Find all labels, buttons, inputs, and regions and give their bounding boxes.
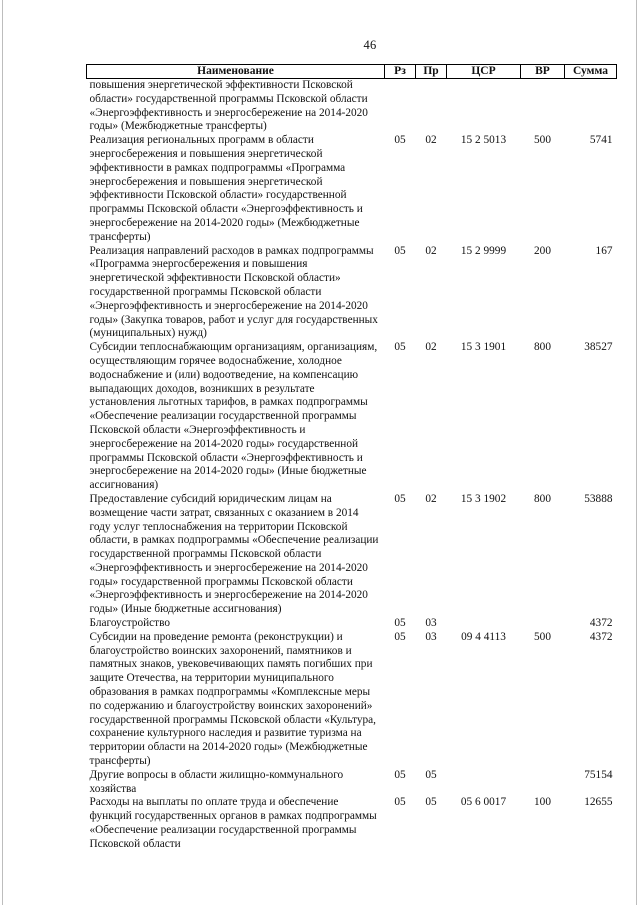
row-pr: 03 [425, 630, 437, 643]
row-csr: 15 2 9999 [460, 244, 507, 257]
row-sum: 53888 [584, 492, 613, 505]
header-pr: Пр [416, 65, 447, 79]
page-number: 46 [363, 38, 377, 52]
row-rz: 05 [394, 796, 406, 809]
table-row [87, 134, 617, 244]
row-pr: 02 [425, 341, 437, 354]
row-name: Субсидии теплоснабжающим организациям, организациям, осуществляющим горячее водоснабжение, холодное водоснабжение и (или) водоотведение, на компенсацию выпадающих доходов, возникших в результате установления льготных тарифов, в рамках подпрограммы «Обеспечение реализации государственной программы Псковской области «Энергоэффективность и энергосбережение на 2014-2020 годы» государственной программы Псковской области «Энергоэффективность и энергосбережение на 2014-2020 годы» (Иные бюджетные ассигнования) [89, 341, 378, 492]
row-pr: 02 [425, 492, 437, 505]
row-vr [521, 617, 565, 631]
table-row [87, 341, 617, 493]
row-vr: 500 [534, 134, 551, 147]
header-name: Наименование [87, 65, 385, 79]
row-name: Другие вопросы в области жилищно-коммунального хозяйства [89, 768, 344, 795]
table-row [87, 796, 617, 851]
row-sum: 38527 [584, 341, 613, 354]
table-row [87, 493, 617, 617]
table-body [87, 79, 617, 852]
row-name: Субсидии на проведение ремонта (реконструкции) и благоустройство воинских захоронений, памятников и памятных знаков, увековечивающих память погибших при защите Отечества, на территории муниципального образования в рамках подпрограммы «Комплексные меры по содержанию и благоустройству воинских захоронений» государственной программы Псковской области «Культура, сохранение культурного наследия и развитие туризма на территории области на 2014-2020 годы» (Межбюджетные трансферты) [89, 630, 376, 768]
row-csr: 15 2 5013 [460, 134, 507, 147]
row-name: Благоустройство [89, 617, 170, 630]
row-sum [565, 79, 617, 135]
row-rz: 05 [394, 768, 406, 781]
table-row [87, 769, 617, 797]
row-pr: 03 [425, 617, 437, 630]
row-vr: 200 [534, 244, 551, 257]
table-row [87, 79, 617, 135]
row-rz: 05 [394, 244, 406, 257]
row-pr: 02 [425, 244, 437, 257]
header-csr: ЦСР [447, 65, 521, 79]
row-sum: 5741 [589, 134, 613, 147]
row-rz: 05 [394, 134, 406, 147]
row-pr [416, 79, 447, 135]
row-vr: 100 [534, 796, 551, 809]
row-vr: 800 [534, 341, 551, 354]
row-sum: 75154 [584, 768, 613, 781]
row-name: Реализация направлений расходов в рамках подпрограммы «Программа энергосбережения и повышения энергетической эффективности Псковской области» государственной программы Псковской области «Энергоэффективность и энергосбережение на 2014-2020 годы» (Закупка товаров, работ и услуг для государственных (муниципальных) нужд) [89, 244, 378, 340]
row-vr: 500 [534, 630, 551, 643]
row-rz: 05 [394, 630, 406, 643]
row-name: Расходы на выплаты по оплате труда и обеспечение функций государственных органов в рамках подпрограммы «Обеспечение реализации государственной программы Псковской области [89, 796, 377, 850]
budget-table [86, 64, 617, 852]
row-sum: 167 [595, 244, 613, 257]
row-name: Предоставление субсидий юридическим лицам на возмещение части затрат, связанных с оказанием в 2014 году услуг теплоснабжения на территории Псковской области, в рамках подпрограммы «Обеспечение реализации государственной программы Псковской области «Энергоэффективность и энергосбережение на 2014-2020 годы» государственной программы Псковской области «Энергоэффективность и энергосбережение на 2014-2020 годы» (Иные бюджетные ассигнования) [89, 492, 379, 616]
row-vr [521, 769, 565, 797]
row-vr: 800 [534, 492, 551, 505]
row-sum: 12655 [584, 796, 613, 809]
row-csr [447, 769, 521, 797]
header-vr: ВР [521, 65, 565, 79]
row-rz: 05 [394, 341, 406, 354]
row-name: повышения энергетической эффективности Псковской области» государственной программы Псковской области «Энергоэффективность и энергосбережение на 2014-2020 годы» (Межбюджетные трансферты) [89, 79, 368, 133]
row-csr [447, 79, 521, 135]
right-scan-edge [636, 0, 637, 905]
row-pr: 05 [425, 768, 437, 781]
table-row [87, 617, 617, 631]
table-row [87, 631, 617, 769]
row-sum: 4372 [589, 630, 613, 643]
row-csr: 15 3 1902 [460, 492, 507, 505]
row-vr [521, 79, 565, 135]
row-csr: 09 4 4113 [461, 630, 506, 643]
table-row [87, 245, 617, 342]
row-sum: 4372 [589, 617, 613, 630]
row-rz [385, 79, 416, 135]
row-csr [447, 617, 521, 631]
row-name: Реализация региональных программ в области энергосбережения и повышения энергетической эффективности в рамках подпрограммы «Программа энергосбережения и повышения энергетической эффективности Псковской области» государственной программы Псковской области «Энергоэффективность и энергосбережение на 2014-2020 годы» (Межбюджетные трансферты) [89, 134, 363, 243]
row-csr: 15 3 1901 [460, 341, 507, 354]
row-pr: 02 [425, 134, 437, 147]
header-sum: Сумма [565, 65, 617, 79]
row-rz: 05 [394, 617, 406, 630]
header-rz: Рз [385, 65, 416, 79]
row-rz: 05 [394, 492, 406, 505]
row-csr: 05 6 0017 [460, 796, 507, 809]
table-header [87, 65, 617, 79]
row-pr: 05 [425, 796, 437, 809]
left-scan-edge [2, 0, 3, 905]
